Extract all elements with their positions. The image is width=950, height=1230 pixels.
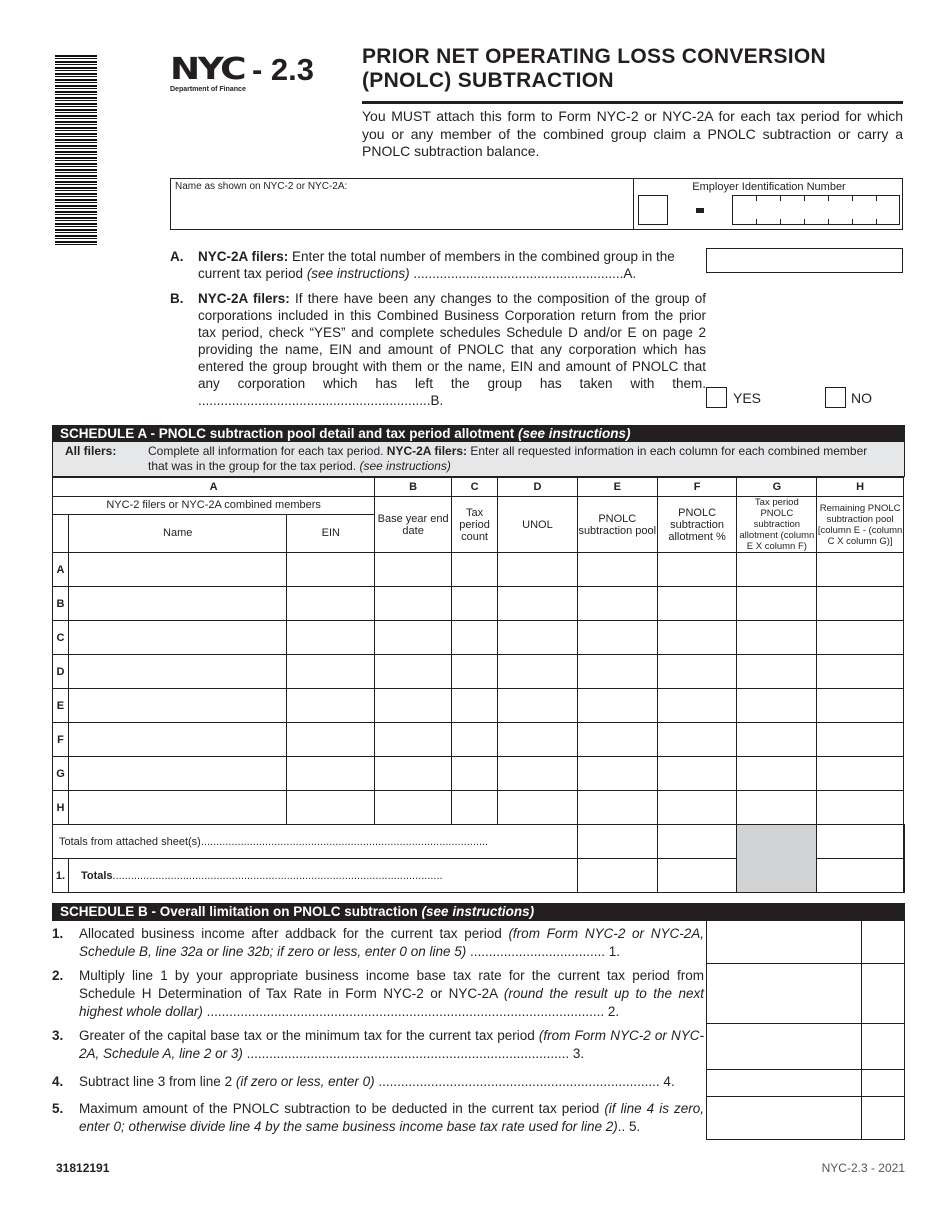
question-b-bold: NYC-2A filers: [198,291,290,306]
cell-period-allotment[interactable] [737,689,817,723]
cell-ein[interactable] [287,791,375,825]
table-row [53,621,905,655]
cell-pnolc-pool[interactable] [577,553,657,587]
cell-tax-period-count[interactable] [452,655,498,689]
cell-base-year[interactable] [375,621,452,655]
schedule-b-title: SCHEDULE B - Overall limitation on PNOLC subtraction [60,904,422,919]
shaded-cell [737,825,817,893]
schedule-b-header [52,903,905,921]
line-number: 4. [52,1074,64,1089]
cell-pnolc-pool[interactable] [577,587,657,621]
line-italic: (from Form NYC-2 or NYC-2A, Schedule B, line 32a or line 32b; if zero or less, enter 0 on line 5) [79,926,704,959]
cell-name[interactable] [68,655,286,689]
cell-unol[interactable] [498,757,578,791]
totals-leader: ............................................................................................................ [112,869,443,882]
header-pnolc-pool: PNOLC subtraction pool [577,497,657,553]
row-letter: B [53,587,69,621]
question-a-text: Enter the total number of members in the combined group in the current tax period [198,249,675,281]
logo-text: NYC [170,52,245,87]
cell-tax-period-count[interactable] [452,723,498,757]
line-leader: .................................... 1. [466,944,621,959]
note-bold-2: NYC-2A filers: [386,444,468,458]
col-letter-b: B [375,478,452,497]
question-b-letter: B. [170,291,184,306]
cell-ein[interactable] [287,587,375,621]
cell-allotment-pct[interactable] [657,791,737,825]
col-letter-h: H [817,478,904,497]
cell-allotment-pct[interactable] [657,587,737,621]
cell-remaining-pool[interactable] [817,757,904,791]
schedule-a-title: SCHEDULE A - PNOLC subtraction pool detail and tax period allotment [60,426,519,441]
schedule-a-table [52,477,905,893]
question-b-text: If there have been any changes to the composition of the group of corporations included in this Combined Business Corporation return from the prior tax period, check “YES” and complete schedules Schedule D and/or E on page 2 providing the name, EIN and amount of PNOLC that any corporation which has entered the group brought with them or the name, EIN and amount of PNOLC that any corporation which has left the group has taken with them. ..............................................................B. [198,291,706,408]
line-italic: (if line 4 is zero, enter 0; otherwise divide line 4 by the same business income base tax rate used for line 2) [79,1101,704,1134]
schedule-b-line [52,1069,905,1096]
cell-unol[interactable] [498,553,578,587]
amount-cents-input[interactable] [862,1069,905,1097]
header-name: Name [68,514,286,552]
cell-allotment-pct[interactable] [657,553,737,587]
members-header: NYC-2 filers or NYC-2A combined members [53,497,375,515]
line-number: 3. [52,1028,64,1043]
cell-tax-period-count[interactable] [452,621,498,655]
cell-period-allotment[interactable] [737,553,817,587]
cell-name[interactable] [68,757,286,791]
col-letter-f: F [657,478,737,497]
cell-ein[interactable] [287,621,375,655]
cell-unol[interactable] [498,587,578,621]
row-letter: C [53,621,69,655]
ein-dash [696,208,704,213]
header-ein: EIN [287,514,375,552]
cell-tax-period-count[interactable] [452,791,498,825]
cell-tax-period-count[interactable] [452,587,498,621]
cell-remaining-pool[interactable] [817,689,904,723]
amount-dollars-input[interactable] [706,1069,862,1097]
title-line-1: PRIOR NET OPERATING LOSS CONVERSION [362,45,826,68]
totals-h[interactable] [904,859,905,893]
nyc-logo [170,52,330,102]
cell-period-allotment[interactable] [737,655,817,689]
col-letter-d: D [498,478,578,497]
totals-attached-g[interactable] [817,825,904,859]
cell-unol[interactable] [498,791,578,825]
line-italic: (from Form NYC-2 or NYC-2A, Schedule A, line 2 or 3) [79,1028,704,1061]
cell-tax-period-count[interactable] [452,553,498,587]
cell-unol[interactable] [498,689,578,723]
schedule-a-header [52,425,905,443]
col-letter-g: G [737,478,817,497]
totals-d[interactable] [577,859,657,893]
line-number: 1. [52,926,64,941]
line-italic: (round the result up to the next highest whole dollar) [79,986,704,1019]
totals-g[interactable] [817,859,904,893]
question-b [170,290,710,410]
line-text: Maximum amount of the PNOLC subtraction to be deducted in the current tax period [79,1101,605,1116]
schedule-a-title-italic: (see instructions) [518,426,631,441]
cell-remaining-pool[interactable] [817,791,904,825]
table-row [53,791,905,825]
cell-ein[interactable] [287,723,375,757]
cell-tax-period-count[interactable] [452,689,498,723]
no-checkbox[interactable] [825,387,846,408]
cell-period-allotment[interactable] [737,621,817,655]
row-letter: H [53,791,69,825]
cell-remaining-pool[interactable] [817,587,904,621]
ein-label: Employer Identification Number [692,181,846,193]
table-row [53,689,905,723]
ein-prefix-input[interactable] [638,195,668,225]
cell-name[interactable] [68,621,286,655]
line-leader: ........................................................................... 4. [374,1074,675,1089]
cell-unol[interactable] [498,723,578,757]
cell-base-year[interactable] [375,723,452,757]
cell-name[interactable] [68,791,286,825]
line-number: 2. [52,968,64,983]
cell-name[interactable] [68,689,286,723]
note-text-1: Complete all information for each tax period. [148,444,387,458]
cell-period-allotment[interactable] [737,791,817,825]
header-base-year: Base year end date [375,497,452,553]
schedule-b-line [52,963,905,1023]
cell-ein[interactable] [287,655,375,689]
ein-section [633,179,903,229]
cell-pnolc-pool[interactable] [577,791,657,825]
cell-allotment-pct[interactable] [657,723,737,757]
name-input[interactable] [175,195,625,227]
cell-base-year[interactable] [375,655,452,689]
amount-dollars-input[interactable] [706,921,862,964]
question-a-letter: A. [170,249,184,264]
form-code: 31812191 [56,1161,110,1175]
name-label: Name as shown on NYC-2 or NYC-2A: [175,181,348,192]
schedule-b-line [52,1096,905,1139]
cell-name[interactable] [68,587,286,621]
amount-cents-input[interactable] [862,921,905,964]
amount-cents-input[interactable] [862,1096,905,1140]
cell-pnolc-pool[interactable] [577,621,657,655]
yes-checkbox[interactable] [706,387,727,408]
row-letter: G [53,757,69,791]
col-letter-e: E [577,478,657,497]
cell-base-year[interactable] [375,791,452,825]
totals-attached-d[interactable] [577,825,657,859]
totals-number: 1. [53,859,69,893]
question-a-leader: ........................................................A. [409,266,637,281]
cell-period-allotment[interactable] [737,723,817,757]
question-a [170,248,710,284]
totals-e[interactable] [657,859,737,893]
schedule-b-line [52,921,905,963]
line-leader: ...................................................................................... 3. [242,1046,585,1061]
header-remaining-pool: Remaining PNOLC subtraction pool [column E - (column C X column G)] [817,497,904,553]
cell-pnolc-pool[interactable] [577,655,657,689]
amount-dollars-input[interactable] [706,963,862,1024]
amount-cents-input[interactable] [862,963,905,1024]
line-italic: (if zero or less, enter 0) [235,1074,375,1089]
totals-attached-label: Totals from attached sheet(s).............................................................................................. [53,825,578,859]
cell-allotment-pct[interactable] [657,655,737,689]
header-allotment-pct: PNOLC subtraction allotment % [657,497,737,553]
member-count-input[interactable] [706,248,903,273]
cell-unol[interactable] [498,621,578,655]
no-label: NO [851,390,872,406]
form-version: NYC-2.3 - 2021 [821,1161,905,1175]
header-tax-period-count: Tax period count [452,497,498,553]
amount-dollars-input[interactable] [706,1023,862,1070]
cell-ein[interactable] [287,553,375,587]
amount-cents-input[interactable] [862,1023,905,1070]
line-text: Multiply line 1 by your appropriate business income base tax rate for the current tax period from Schedule H Determination of Tax Rate in Form NYC-2 or NYC-2A [79,968,704,1001]
cell-unol[interactable] [498,655,578,689]
table-row [53,655,905,689]
title-line-2: (PNOLC) SUBTRACTION [362,69,614,92]
row-letter: A [53,553,69,587]
cell-name[interactable] [68,553,286,587]
cell-remaining-pool[interactable] [817,553,904,587]
cell-allotment-pct[interactable] [657,689,737,723]
cell-base-year[interactable] [375,587,452,621]
cell-pnolc-pool[interactable] [577,723,657,757]
row-letter: F [53,723,69,757]
cell-ein[interactable] [287,689,375,723]
cell-base-year[interactable] [375,553,452,587]
cell-name[interactable] [68,723,286,757]
totals-attached-h[interactable] [904,825,905,859]
col-letter-a: A [53,478,375,497]
totals-attached-e[interactable] [657,825,737,859]
cell-pnolc-pool[interactable] [577,757,657,791]
line-leader: .......................................................................................................... 2. [202,1004,620,1019]
table-row [53,723,905,757]
line-leader: .. 5. [617,1119,641,1134]
line-number: 5. [52,1101,64,1116]
intro-text: You MUST attach this form to Form NYC-2 or NYC-2A for each tax period for which you or any member of the combined group claim a PNOLC subtraction or carry a PNOLC subtraction balance. [362,108,903,159]
totals-label: Totals [80,869,113,882]
row-letter: E [53,689,69,723]
line-text: Greater of the capital base tax or the minimum tax for the current tax period [79,1028,539,1043]
question-a-italic: (see instructions) [306,266,410,281]
schedule-b-line [52,1023,905,1069]
question-a-bold: NYC-2A filers: [198,249,289,264]
department-label: Department of Finance [170,86,246,93]
note-italic: (see instructions) [359,459,451,473]
cell-remaining-pool[interactable] [817,723,904,757]
cell-base-year[interactable] [375,689,452,723]
cell-period-allotment[interactable] [737,757,817,791]
header-unol: UNOL [498,497,578,553]
table-row [53,757,905,791]
cell-allotment-pct[interactable] [657,757,737,791]
identification-box [170,178,903,230]
amount-dollars-input[interactable] [706,1096,862,1140]
row-letter: D [53,655,69,689]
header-period-allotment: Tax period PNOLC subtraction allotment (column E X column F) [737,497,817,553]
barcode [55,55,97,247]
cell-remaining-pool[interactable] [817,621,904,655]
line-text: Allocated business income after addback for the current tax period [79,926,509,941]
table-row [53,587,905,621]
table-row [53,553,905,587]
title-rule [362,101,903,104]
cell-ein[interactable] [287,757,375,791]
line-text: Subtract line 3 from line 2 [79,1074,236,1089]
ein-suffix-input[interactable] [732,195,900,225]
schedule-b-title-italic: (see instructions) [421,904,535,919]
cell-allotment-pct[interactable] [657,621,737,655]
cell-remaining-pool[interactable] [817,655,904,689]
row-label-header [53,514,69,552]
cell-base-year[interactable] [375,757,452,791]
yes-label: YES [733,390,762,406]
note-all-filers: All filers: [65,444,117,458]
col-letter-c: C [452,478,498,497]
cell-tax-period-count[interactable] [452,757,498,791]
schedule-a-note [52,442,905,477]
cell-period-allotment[interactable] [737,587,817,621]
form-title [362,45,826,93]
cell-pnolc-pool[interactable] [577,689,657,723]
form-number: - 2.3 [252,52,315,87]
note-text-2: Enter all requested information in each column for each combined member that was in the group for the tax period. [148,444,868,473]
